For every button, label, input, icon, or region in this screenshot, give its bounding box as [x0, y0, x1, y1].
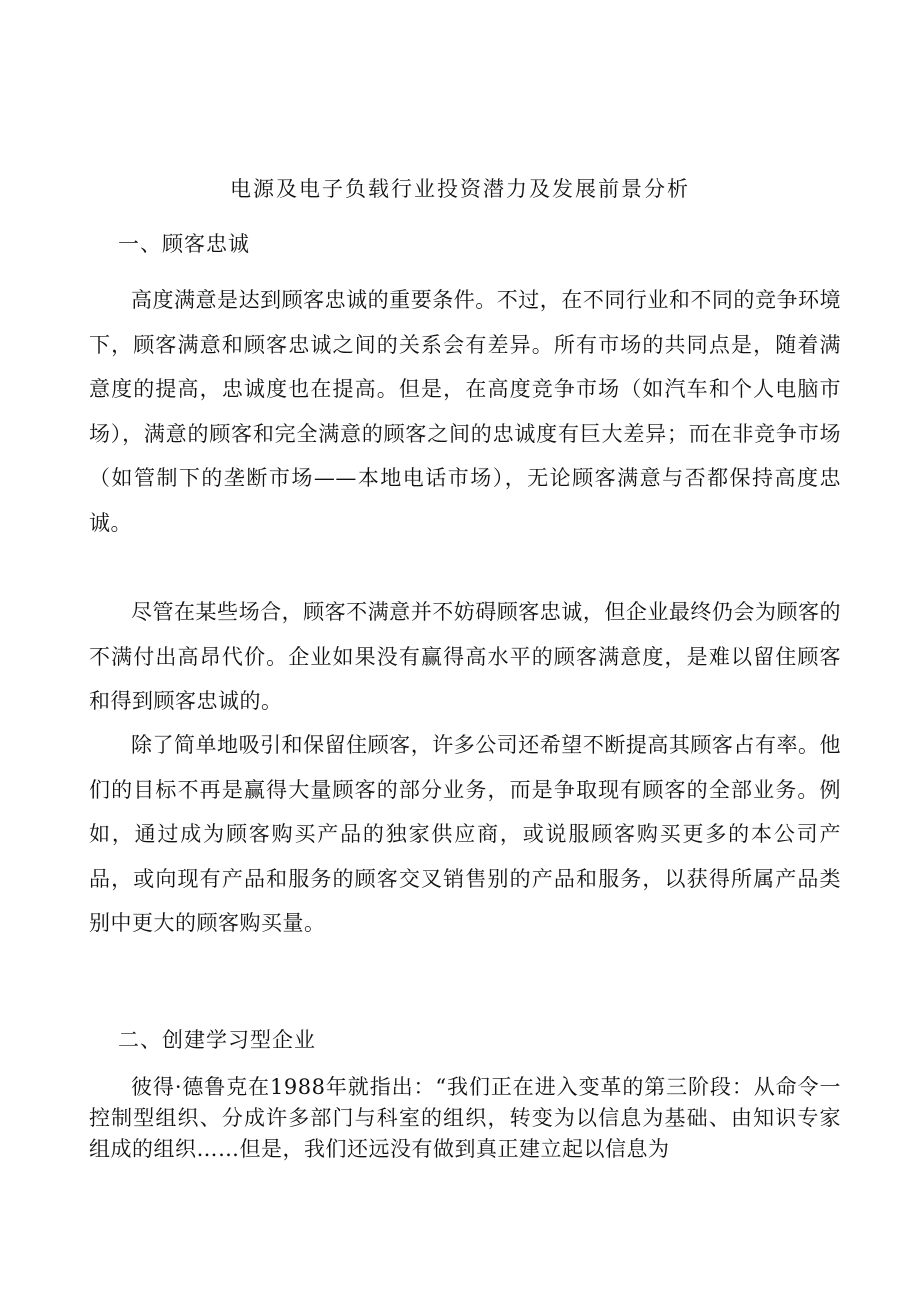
paragraph: 彼得·德鲁克在1988年就指出：“我们正在进入变革的第三阶段：从命令一控制型组织、分成许多部门与科室的组织，转变为以信息为基础、由知识专家组成的组织……但是，我们还远没有做到真正建立起以信息为 — [89, 1075, 841, 1161]
section-heading-customer-loyalty: 一、顾客忠诚 — [118, 232, 250, 256]
paragraph: 除了简单地吸引和保留住顾客，许多公司还希望不断提高其顾客占有率。他们的目标不再是赢得大量顾客的部分业务，而是争取现有顾客的全部业务。例如，通过成为顾客购买产品的独家供应商，或说服顾客购买更多的本公司产品，或向现有产品和服务的顾客交叉销售别的产品和服务，以获得所属产品类别中更大的顾客购买量。 — [89, 733, 841, 936]
paragraph: 高度满意是达到顾客忠诚的重要条件。不过，在不同行业和不同的竞争环境下，顾客满意和顾客忠诚之间的关系会有差异。所有市场的共同点是，随着满意度的提高，忠诚度也在提高。但是，在高度竞争市场（如汽车和个人电脑市场），满意的顾客和完全满意的顾客之间的忠诚度有巨大差异；而在非竞争市场（如管制下的垄断市场——本地电话市场），无论顾客满意与否都保持高度忠诚。 — [89, 288, 841, 535]
paragraph: 尽管在某些场合，顾客不满意并不妨碍顾客忠诚，但企业最终仍会为顾客的不满付出高昂代价。企业如果没有赢得高水平的顾客满意度，是难以留住顾客和得到顾客忠诚的。 — [89, 600, 841, 714]
document-title: 电源及电子负载行业投资潜力及发展前景分析 — [230, 177, 690, 201]
section-heading-learning-organization: 二、创建学习型企业 — [118, 1028, 316, 1052]
